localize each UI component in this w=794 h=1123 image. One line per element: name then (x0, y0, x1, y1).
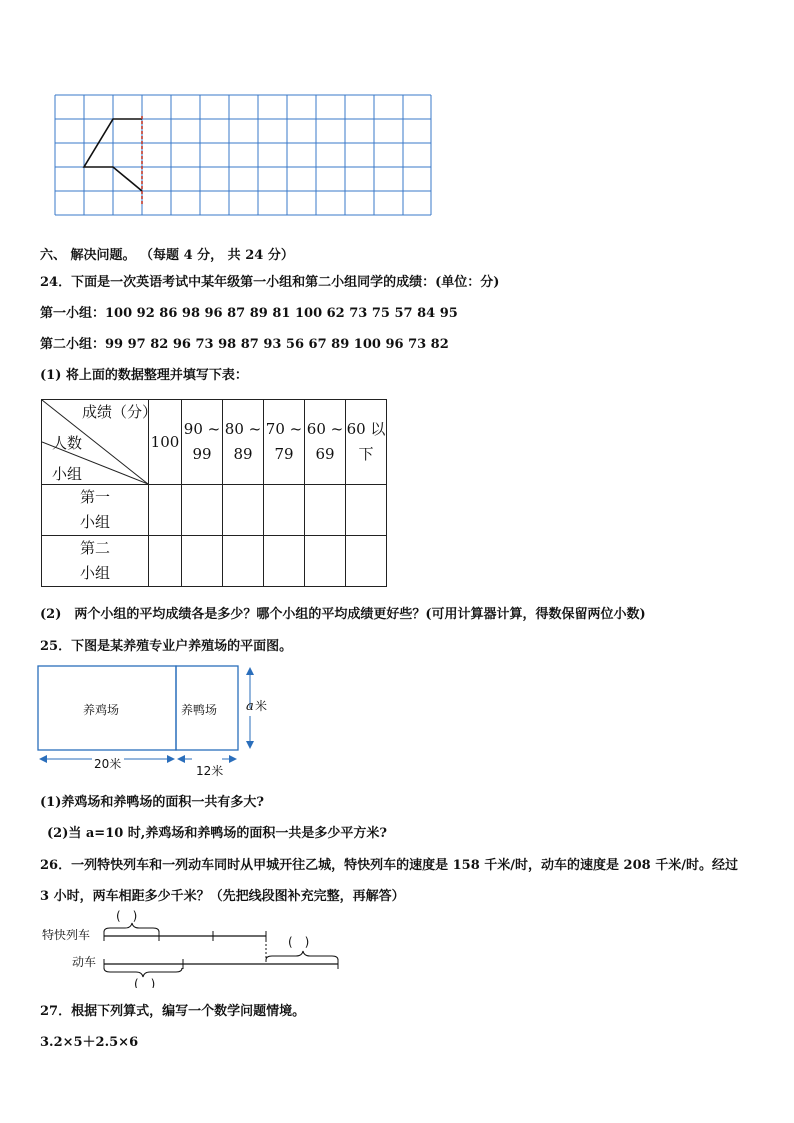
q27-formula: 3.2×5＋2.5×6 (40, 1035, 139, 1050)
header-cell-60-69: 60 ~ 69 (305, 400, 346, 485)
q24-part2: (2) 两个小组的平均成绩各是多少？哪个小组的平均成绩更好些？(可用计算器计算，得数保留两位小数) (40, 607, 646, 622)
header-cell-80-89: 80 ~ 89 (223, 400, 264, 485)
width-label-12: 12米 (196, 764, 224, 778)
answer-cell[interactable] (223, 485, 264, 536)
answer-cell[interactable] (223, 536, 264, 587)
height-unit: 米 (255, 699, 268, 713)
height-variable: a (246, 699, 254, 714)
grid-figure (54, 94, 434, 218)
corner-count-label: 人数 (52, 434, 83, 452)
answer-cell[interactable] (264, 485, 305, 536)
corner-group-label: 小组 (52, 465, 83, 483)
q25-stem: 25．下图是某养殖专业户养殖场的平面图。 (40, 639, 293, 654)
width-label-20: 20米 (94, 757, 122, 771)
corner-score-label: 成绩（分） (82, 403, 158, 421)
train1-brace (104, 923, 159, 932)
header-cell-70-79: 70 ~ 79 (264, 400, 305, 485)
gap-blank: ( ) (288, 935, 310, 949)
farm-diagram (36, 662, 276, 782)
q24-part1: (1) 将上面的数据整理并填写下表： (40, 368, 248, 383)
answer-cell[interactable] (149, 485, 182, 536)
gap-brace (266, 951, 338, 960)
answer-cell[interactable] (346, 536, 387, 587)
answer-cell[interactable] (182, 536, 223, 587)
row-label-group2: 第二 小组 (42, 536, 149, 587)
q26-line2: 3 小时，两车相距多少千米？（先把线段图补充完整，再解答） (40, 889, 405, 904)
train2-brace (104, 968, 182, 977)
train2-blank: ( ) (134, 977, 156, 988)
train1-blank: ( ) (116, 909, 138, 923)
table-corner-cell (42, 400, 158, 485)
train2-label: 动车 (72, 955, 97, 969)
table-row-group1 (42, 485, 387, 536)
q25-part1: (1)养鸡场和养鸭场的面积一共有多大? (40, 795, 264, 810)
header-cell-90-99: 90 ~ 99 (182, 400, 223, 485)
q27-stem: 27．根据下列算式，编写一个数学问题情境。 (40, 1004, 306, 1019)
q24-group1-scores: 第一小组：100 92 86 98 96 87 89 81 100 62 73 75 57 84 95 (40, 306, 458, 321)
train1-label: 特快列车 (42, 928, 91, 942)
header-cell-100: 100 (149, 400, 182, 485)
score-table (41, 399, 387, 587)
q26-line1: 26．一列特快列车和一列动车同时从甲城开往乙城，特快列车的速度是 158 千米/时，动车的速度是 208 千米/时。经过 (40, 858, 738, 873)
chicken-farm-label: 养鸡场 (83, 703, 120, 717)
answer-cell[interactable] (305, 485, 346, 536)
answer-cell[interactable] (149, 536, 182, 587)
duck-farm-label: 养鸭场 (181, 703, 218, 717)
grid-lines (55, 95, 431, 215)
q25-part2: (2)当 a=10 时,养鸡场和养鸭场的面积一共是多少平方米? (47, 826, 387, 841)
header-cell-below-60: 60 以 下 (346, 400, 387, 485)
section-6-title: 六、 解决问题。 （每题 4 分， 共 24 分） (40, 248, 294, 263)
answer-cell[interactable] (346, 485, 387, 536)
answer-cell[interactable] (305, 536, 346, 587)
q24-group2-scores: 第二小组：99 97 82 96 73 98 87 93 56 67 89 100 96 73 82 (40, 337, 449, 352)
train-segment-diagram (38, 908, 348, 988)
row-label-group1: 第一 小组 (42, 485, 149, 536)
answer-cell[interactable] (264, 536, 305, 587)
table-row-group2 (42, 536, 387, 587)
answer-cell[interactable] (182, 485, 223, 536)
q24-stem: 24．下面是一次英语考试中某年级第一小组和第二小组同学的成绩：(单位：分) (40, 275, 500, 290)
